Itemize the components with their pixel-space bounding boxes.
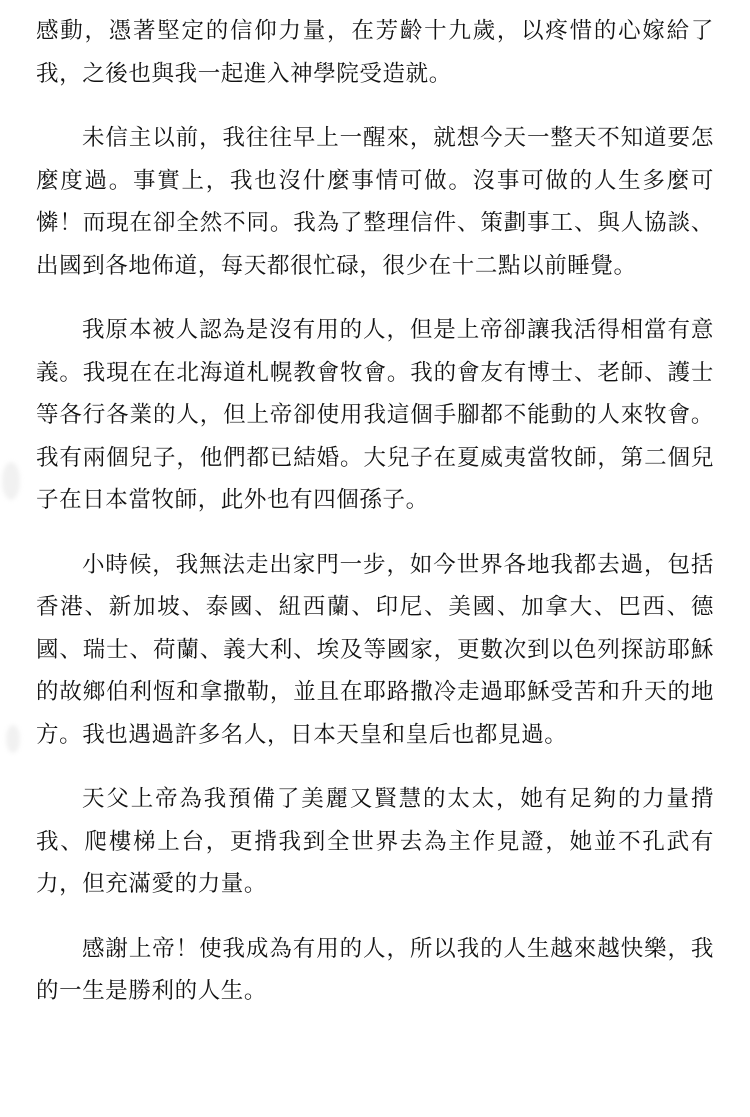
paragraph-before-faith: 未信主以前，我往往早上一醒來，就想今天一整天不知道要怎麼度過。事實上，我也沒什麼事情可做。沒事可做的人生多麼可憐！而現在卻全然不同。我為了整理信件、策劃事工、與人協談、出國到各地佈道，每天都很忙碌，很少在十二點以前睡覺。 bbox=[36, 125, 714, 279]
paragraph-continuation: 感動，憑著堅定的信仰力量，在芳齡十九歲，以疼惜的心嫁給了我，之後也與我一起進入神學院受造就。 bbox=[36, 18, 714, 87]
paragraph-thanks: 感謝上帝！使我成為有用的人，所以我的人生越來越快樂，我的一生是勝利的人生。 bbox=[36, 935, 714, 1004]
paragraph-meaningful-life: 我原本被人認為是沒有用的人，但是上帝卻讓我活得相當有意義。我現在在北海道札幌教會牧會。我的會友有博士、老師、護士等各行各業的人，但上帝卻使用我這個手腳都不能動的人來牧會。我有兩個兒子，他們都已結婚。大兒子在夏威夷當牧師，第二個兒子在日本當牧師，此外也有四個孫子。 bbox=[36, 317, 714, 513]
paragraph-wife: 天父上帝為我預備了美麗又賢慧的太太，她有足夠的力量揹我、爬樓梯上台，更揹我到全世界去為主作見證，她並不孔武有力，但充滿愛的力量。 bbox=[36, 786, 714, 897]
scan-artifact bbox=[2, 462, 20, 500]
scan-artifact bbox=[6, 725, 20, 753]
paragraph-travels: 小時候，我無法走出家門一步，如今世界各地我都去過，包括香港、新加坡、泰國、紐西蘭、印尼、美國、加拿大、巴西、德國、瑞士、荷蘭、義大利、埃及等國家，更數次到以色列探訪耶穌的故鄉伯利恆和拿撒勒，並且在耶路撒冷走過耶穌受苦和升天的地方。我也遇過許多名人，日本天皇和皇后也都見過。 bbox=[36, 551, 714, 748]
